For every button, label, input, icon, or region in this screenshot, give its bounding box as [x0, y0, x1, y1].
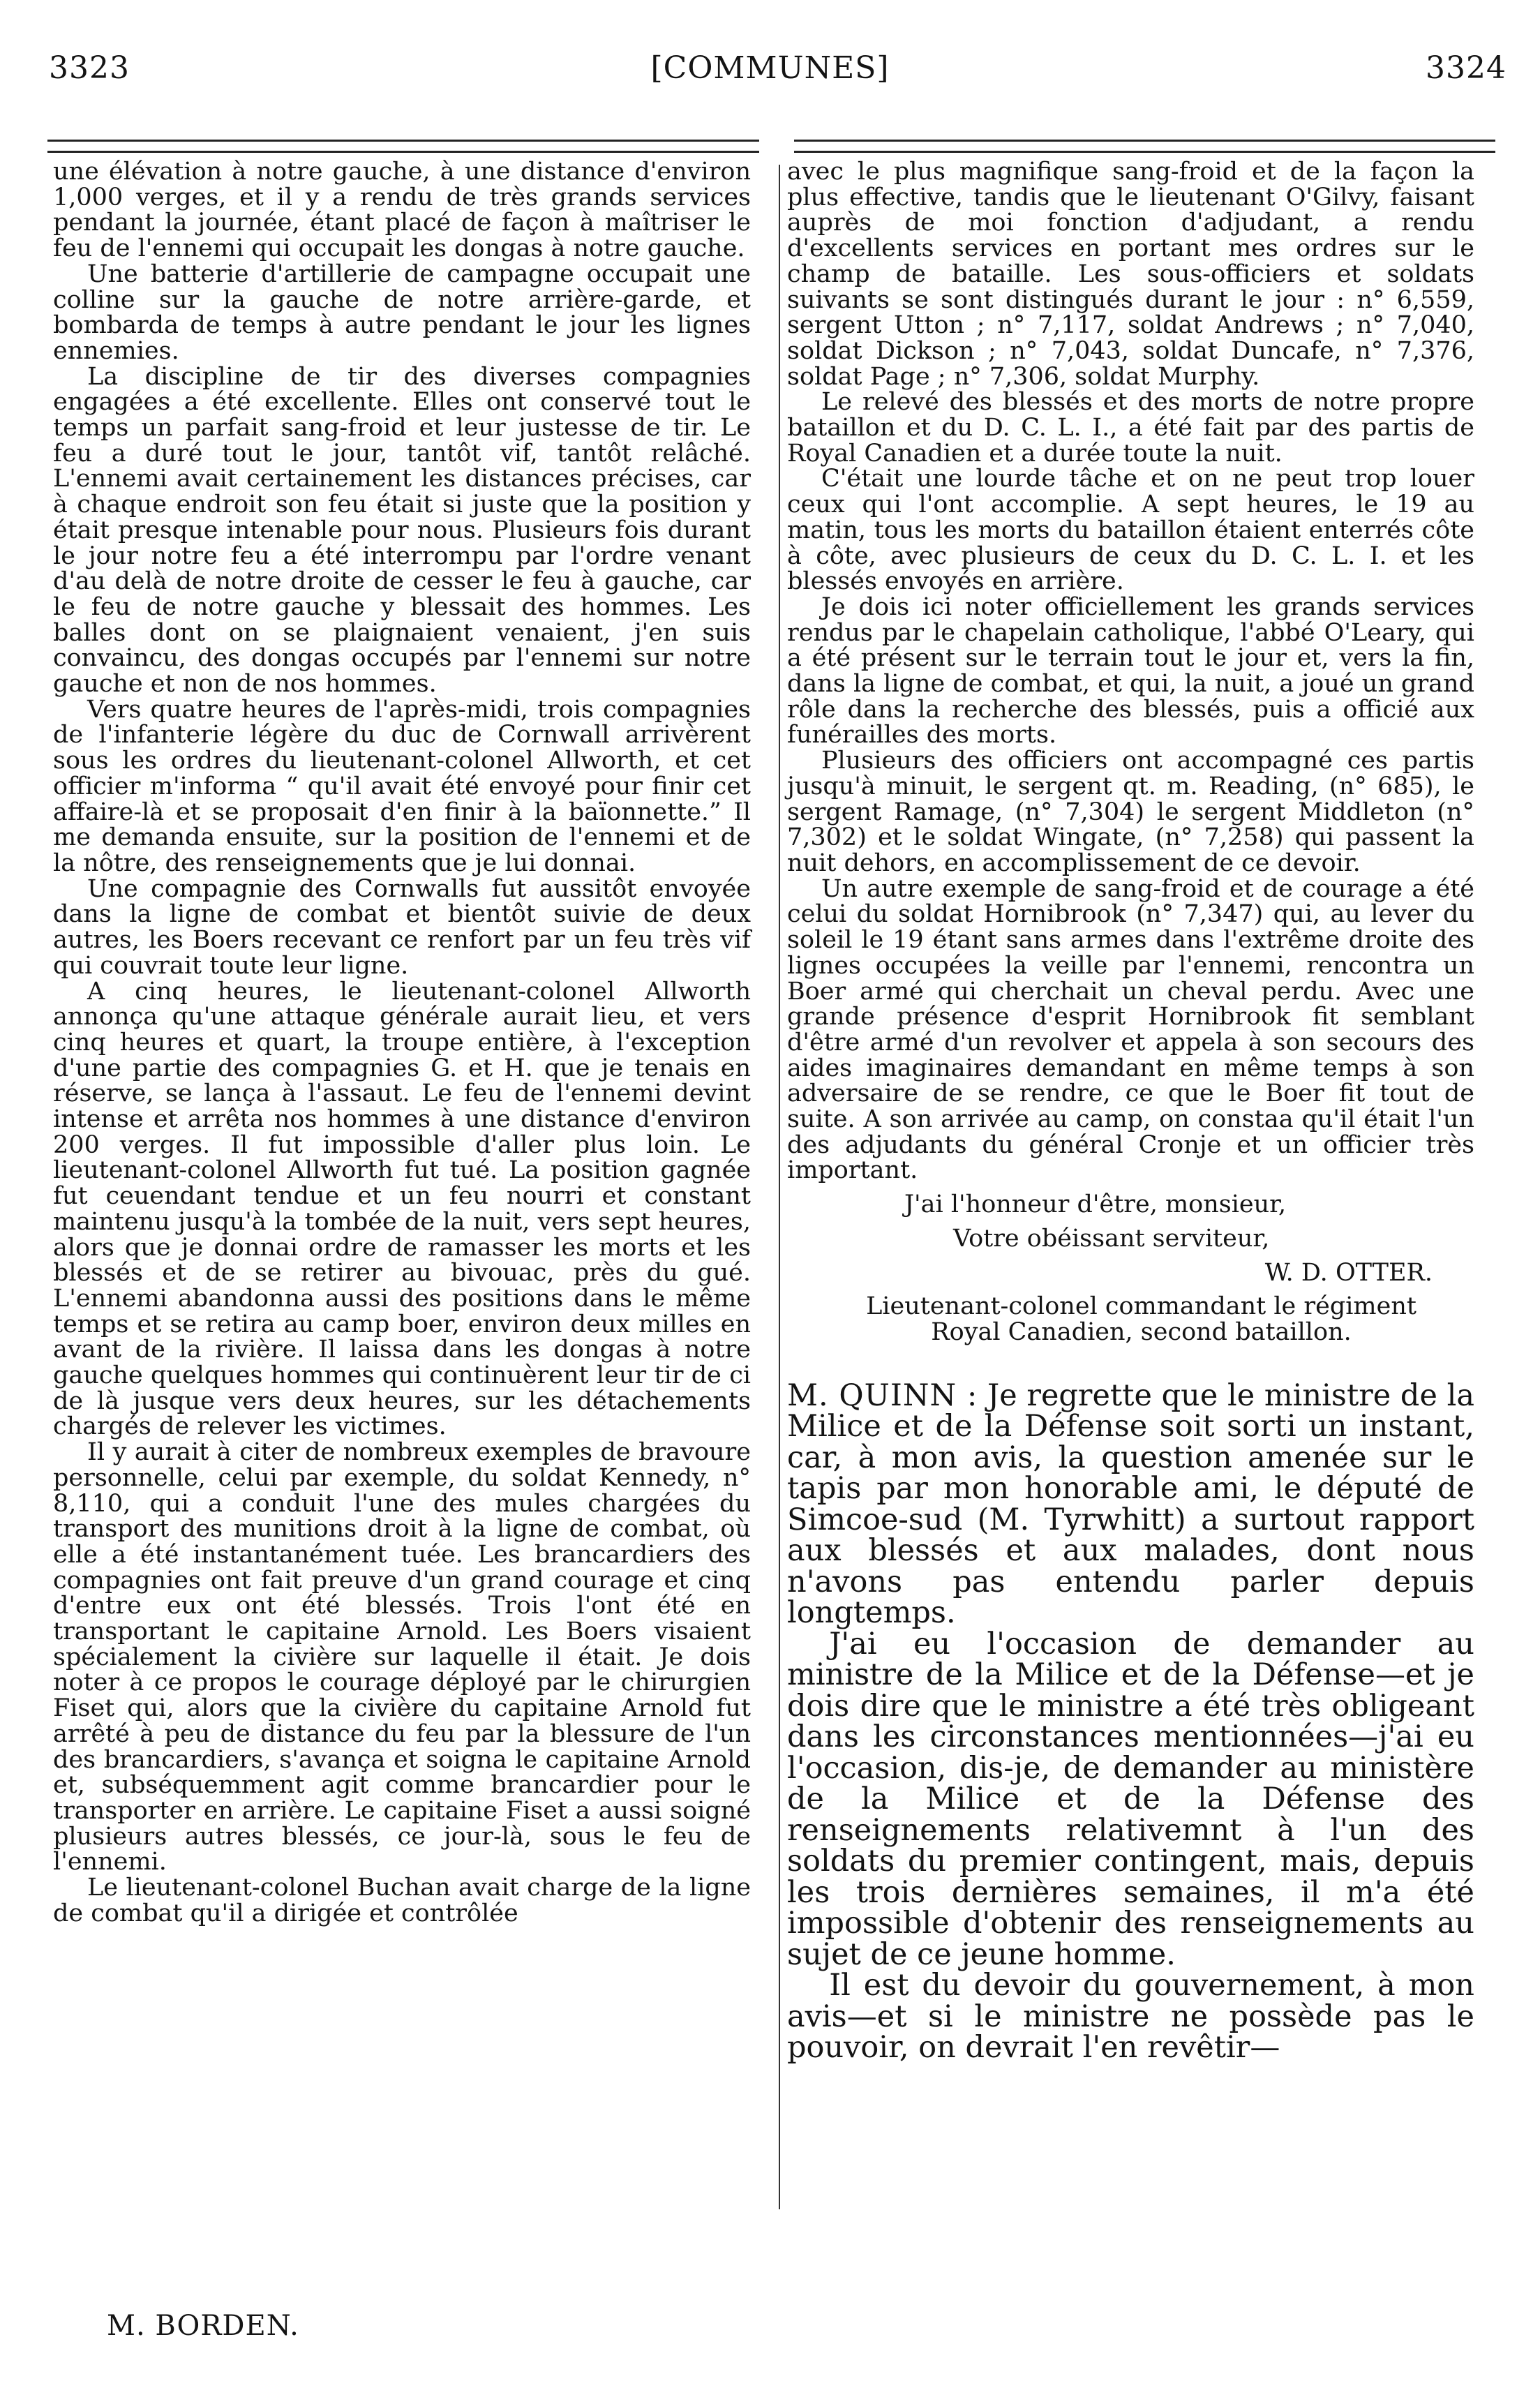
paragraph: Un autre exemple de sang-froid et de courage a été celui du soldat Hornibrook (n° 7,347) qui, au lever du soleil le 19 étant sans armes dans l'extrême droite des lignes occupées la veille par l'ennemi, rencontra un Boer armé qui cherchait un cheval perdu. Avec une grande présence d'esprit Hornibrook fit semblant d'être armé d'un revolver et appela à son secours des aides imaginaires demandant en même temps à son adversaire de se rendre, ce que le Boer fit tout de suite. A son arrivée au camp, on constaa qu'il était l'un des adjudants du général Cronje et un officier très important. [787, 874, 1474, 1185]
paragraph: C'était une lourde tâche et on ne peut trop louer ceux qui l'ont accomplie. A sept heures, le 19 au matin, tous les morts du bataillon étaient enterrés côte à côte, avec plusieurs de ceux du D. C. L. I. et les blessés envoyés en arrière. [787, 465, 1474, 596]
paragraph: Plusieurs des officiers ont accompagné ces partis jusqu'à minuit, le sergent qt. m. Reading, (n° 685), le sergent Ramage, (n° 7,304) le sergent Middleton (n° 7,302) et le soldat Wingate, (n° 7,258) qui passent la nuit dehors, en accomplissement de ce devoir. [787, 747, 1474, 877]
right-column [787, 158, 1474, 2066]
paragraph: La discipline de tir des diverses compagnies engagées a été excellente. Elles ont conservé tout le temps un parfait sang-froid et leur justesse de tir. Le feu a duré tout le jour, tantôt vif, tantôt relâché. L'ennemi avait certainement les distances précises, car à chaque endroit son feu était si juste que la position y était presque intenable pour nous. Plusieurs fois durant le jour notre feu a été interrompu par l'ordre venant d'au delà de notre droite de cesser le feu à gauche, car le feu de notre gauche y blessait des hommes. Les balles dont on se plaignaient venaient, j'en suis convaincu, des dongas occupés par l'ennemi sur notre gauche et non de nos hommes. [53, 362, 751, 699]
speech-paragraph: Il est du devoir du gouvernement, à mon avis—et si le ministre ne possède pas le pouvoir, on devrait l'en revêtir— [787, 1968, 1474, 2066]
speech-text: Je regrette que le ministre de la Milice et de la Défense soit sorti un instant, car, à mon avis, la question amenée sur le tapis par mon honorable ami, le député de Simcoe-sud (M. Tyrwhitt) a surtout rapport aux blessés et aux malades, dont nous n'avons pas entendu parler depuis longtemps. [787, 1378, 1474, 1631]
running-title: [COMMUNES] [650, 50, 890, 86]
page-number-left: 3323 [49, 50, 130, 86]
signature-servant: Votre obéissant serviteur, [953, 1224, 1270, 1253]
column-divider [779, 165, 780, 2209]
paragraph: Le relevé des blessés et des morts de notre propre bataillon et du D. C. L. I., a été fait par des partis de Royal Canadien et a durée toute la nuit. [787, 388, 1474, 468]
rank-line: Royal Canadien, second bataillon. [931, 1317, 1352, 1346]
paragraph: avec le plus magnifique sang-froid et de la façon la plus effective, tandis que le lieutenant O'Gilvy, faisant auprès de moi fonction d'adjudant, a rendu d'excellents services en portant mes ordres sur le champ de bataille. Les sous-officiers et soldats suivants se sont distingués durant le jour : n° 6,559, sergent Utton ; n° 7,117, soldat Andrews ; n° 7,040, soldat Dickson ; n° 7,043, soldat Duncafe, n° 7,376, soldat Page ; n° 7,306, soldat Murphy. [787, 158, 1474, 391]
speech-paragraph: J'ai eu l'occasion de demander au ministre de la Milice et de la Défense—et je dois dire que le ministre a été très obligeant dans les circonstances mentionnées—j'ai eu l'occasion, dis-je, de demander au ministère de la Milice et de la Défense des renseignements relativemnt à l'un des soldats du premier contingent, mais, depuis les trois dernières semaines, il m'a été impossible d'obtenir des renseignements au sujet de ce jeune homme. [787, 1626, 1474, 1972]
paragraph: une élévation à notre gauche, à une distance d'environ 1,000 verges, et il y a rendu de très grands services pendant la journée, étant placé de façon à maîtriser le feu de l'ennemi qui occupait les dongas à notre gauche. [53, 158, 751, 263]
left-column [53, 159, 751, 1927]
paragraph: A cinq heures, le lieutenant-colonel Allworth annonça qu'une attaque générale aurait lieu, et vers cinq heures et quart, la troupe entière, à l'exception d'une partie des compagnies G. et H. que je tenais en réserve, se lança à l'assaut. Le feu de l'ennemi devint intense et arrêta nos hommes à une distance d'environ 200 verges. Il fut impossible d'aller plus loin. Le lieutenant-colonel Allworth fut tué. La position gagnée fut ceuendant tendue et un feu nourri et constant maintenu jusqu'à la tombée de la nuit, vers sept heures, alors que je donnai ordre de ramasser les morts et les blessés et de se retirer au bivouac, près du gué. L'ennemi abandonna aussi des positions dans le même temps et se retira au camp boer, environ deux milles en avant de la rivière. Il laissa dans les dongas à notre gauche quelques hommes qui continuèrent leur tir de ci de là jusque vers deux heures, sur les détachements chargés de relever les victimes. [53, 977, 751, 1441]
signature-name: W. D. OTTER. [1264, 1258, 1433, 1287]
paragraph: Il y aurait à citer de nombreux exemples de bravoure personnelle, celui par exemple, du soldat Kennedy, n° 8,110, qui a conduit l'une des mules chargées du transport des munitions droit à la ligne de combat, où elle a été instantanément tuée. Les brancardiers des compagnies ont fait preuve d'un grand courage et cinq d'entre eux ont été blessés. Trois l'ont été en transportant le capitaine Arnold. Les Boers visaient spécialement la civière sur laquelle il était. Je dois noter à ce propos le courage déployé par le chirurgien Fiset qui, alors que la civière du capitaine Arnold fut arrêté à peu de distance du feu par la blessure de l'un des brancardiers, s'avança et soigna le capitaine Arnold et, subséquemment agit comme brancardier pour le transporter en arrière. Le capitaine Fiset a aussi soigné plusieurs autres blessés, ce jour-là, sous le feu de l'ennemi. [53, 1438, 751, 1876]
paragraph: Le lieutenant-colonel Buchan avait charge de la ligne de combat qu'il a dirigée et contrôlée [53, 1874, 751, 1927]
signature-rank [808, 1294, 1474, 1345]
paragraph: Une batterie d'artillerie de campagne occupait une colline sur la gauche de notre arrière-garde, et bombarda de temps à autre pendant le jour les lignes ennemies. [53, 260, 751, 365]
speech [787, 1378, 1474, 2066]
footer-speaker: M. BORDEN. [107, 2310, 299, 2342]
paragraph: Vers quatre heures de l'après-midi, trois compagnies de l'infanterie légère du duc de Cornwall arrivèrent sous les ordres du lieutenant-colonel Allworth, et cet officier m'informa “ qu'il avait été envoyé pour finir cet affaire-là et se proposait d'en finir à la baïonnette.” Il me demanda ensuite, sur la position de l'ennemi et de la nôtre, des renseignements que je lui donnai. [53, 695, 751, 877]
rank-line: Lieutenant-colonel commandant le régiment [866, 1292, 1416, 1321]
paragraph: Une compagnie des Cornwalls fut aussitôt envoyée dans la ligne de combat et bientôt suivie de deux autres, les Boers recevant ce renfort par un feu très vif qui couvrait toute leur ligne. [53, 874, 751, 980]
paragraph: Je dois ici noter officiellement les grands services rendus par le chapelain catholique, l'abbé O'Leary, qui a été présent sur le terrain tout le jour et, vers la fin, dans la ligne de combat, et qui, la nuit, a joué un grand rôle dans la recherche des blessés, puis a officié aux funérailles des morts. [787, 592, 1474, 749]
page-number-right: 3324 [1426, 50, 1507, 86]
header-rule-left [47, 140, 759, 153]
speech-paragraph [787, 1380, 1474, 1629]
speaker-name: M. QUINN : [787, 1378, 978, 1413]
signature-closing: J'ai l'honneur d'être, monsieur, [904, 1190, 1287, 1219]
header-rule-right [794, 140, 1495, 153]
